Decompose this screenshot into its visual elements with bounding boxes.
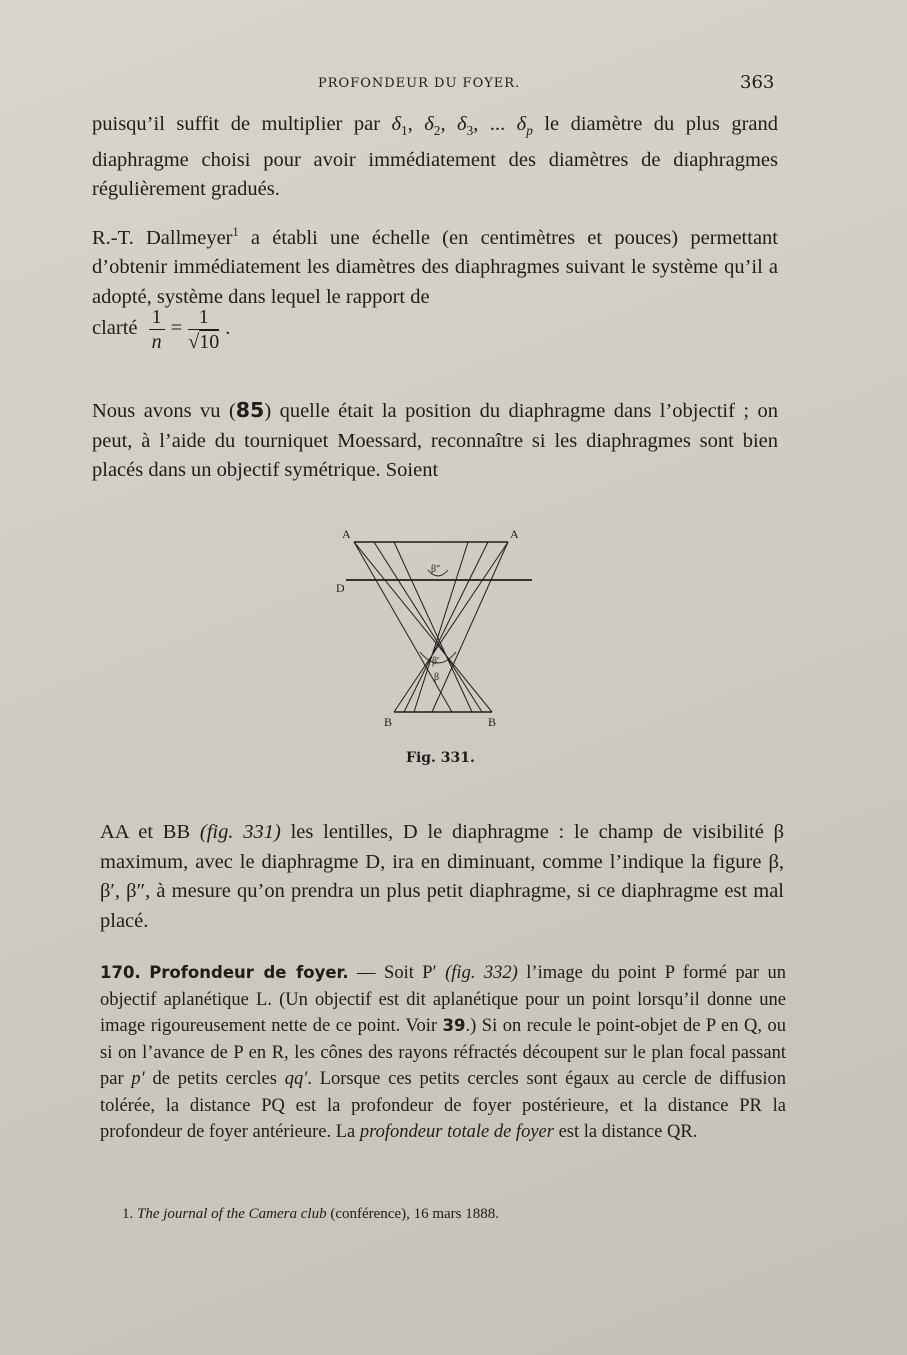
footnote-marker: 1 bbox=[232, 225, 239, 239]
running-header: PROFONDEUR DU FOYER. bbox=[318, 76, 521, 91]
fraction-1-over-root10: $\frac{1}{√10}$ bbox=[188, 306, 220, 353]
label-B-right: B bbox=[488, 715, 497, 729]
paragraph-dallmeyer: R.-T. Dallmeyer$^1$ a établi une échelle (en centimètres et pouces) permettant d’obtenir immédiatement les diamètres des diaphragmes suivant le système qu’il a adopté, système dans lequel le rapport de bbox=[92, 225, 778, 308]
section-reference: 39 bbox=[442, 1016, 466, 1035]
section-number: 170. bbox=[100, 963, 141, 982]
figure-331-diagram bbox=[332, 524, 532, 734]
section-reference: 85 bbox=[235, 398, 265, 422]
section-title: Profondeur de foyer. bbox=[149, 963, 349, 982]
paragraph-moessard: Nous avons vu (85) quelle était la position du diaphragme dans l’objectif ; on peut, à l’aide du tourniquet Moessard, reconnaître si les diaphragmes sont bien placés dans un objectif symétrique. Soient bbox=[92, 398, 779, 481]
label-A-right: A bbox=[510, 527, 519, 541]
label-A-left: A bbox=[342, 527, 351, 541]
label-beta: β bbox=[434, 672, 440, 683]
label-D: D bbox=[336, 581, 345, 595]
page-number: 363 bbox=[740, 72, 775, 93]
footnote: 1. The journal of the Camera club (conférence), 16 mars 1888. bbox=[122, 1206, 500, 1222]
clarte-formula: clarté $\frac{1}{n}$ = $\frac{1}{√10}$ . bbox=[92, 306, 231, 353]
label-beta-prime: β′ bbox=[432, 656, 440, 667]
fraction-1-over-n: $\frac{1}{n}$ bbox=[149, 305, 165, 354]
paragraph-diaphragm-scaling: puisqu’il suffit de multiplier par $\delta_1$, $\delta_2$, $\delta_3$, ... $\delta_p$ le diamètre du plus grand diaphragme choisi pour avoir immédiatement des diamètres de diaphragmes régulièrement gradués. bbox=[92, 113, 779, 201]
paragraph-figure-explanation: AA et BB (fig. 331) les lentilles, D le diaphragme : le champ de visibilité β maximum, avec le diaphragme D, ira en diminuant, comme l’indique la figure β, β′, β″, à mesure qu’on prendra un plus petit diaphragme, si ce diaphragme est mal placé. bbox=[100, 821, 785, 932]
label-B-left: B bbox=[384, 715, 393, 729]
section-170: 170. Profondeur de foyer. — Soit P′ (fig. 332) l’image du point P formé par un objectif aplanétique L. (Un objectif est dit aplanétique pour un point lorsqu’il donne une image rigoureusement nette de ce point. Voir 39.) Si on recule le point-objet de P en Q, ou si on l’avance de P en R, les cônes des rayons réfractés découpent sur le plan focal passant par p′ de petits cercles qq′. Lorsque ces petits cercles sont égaux au cercle de diffusion tolérée, la distance PQ est la profondeur de foyer postérieure, et la distance PR la profondeur de foyer antérieure. La profondeur totale de foyer est la distance QR. bbox=[100, 963, 787, 1142]
figure-caption: Fig. 331. bbox=[406, 750, 475, 766]
label-beta-double-prime: β″ bbox=[431, 564, 441, 575]
